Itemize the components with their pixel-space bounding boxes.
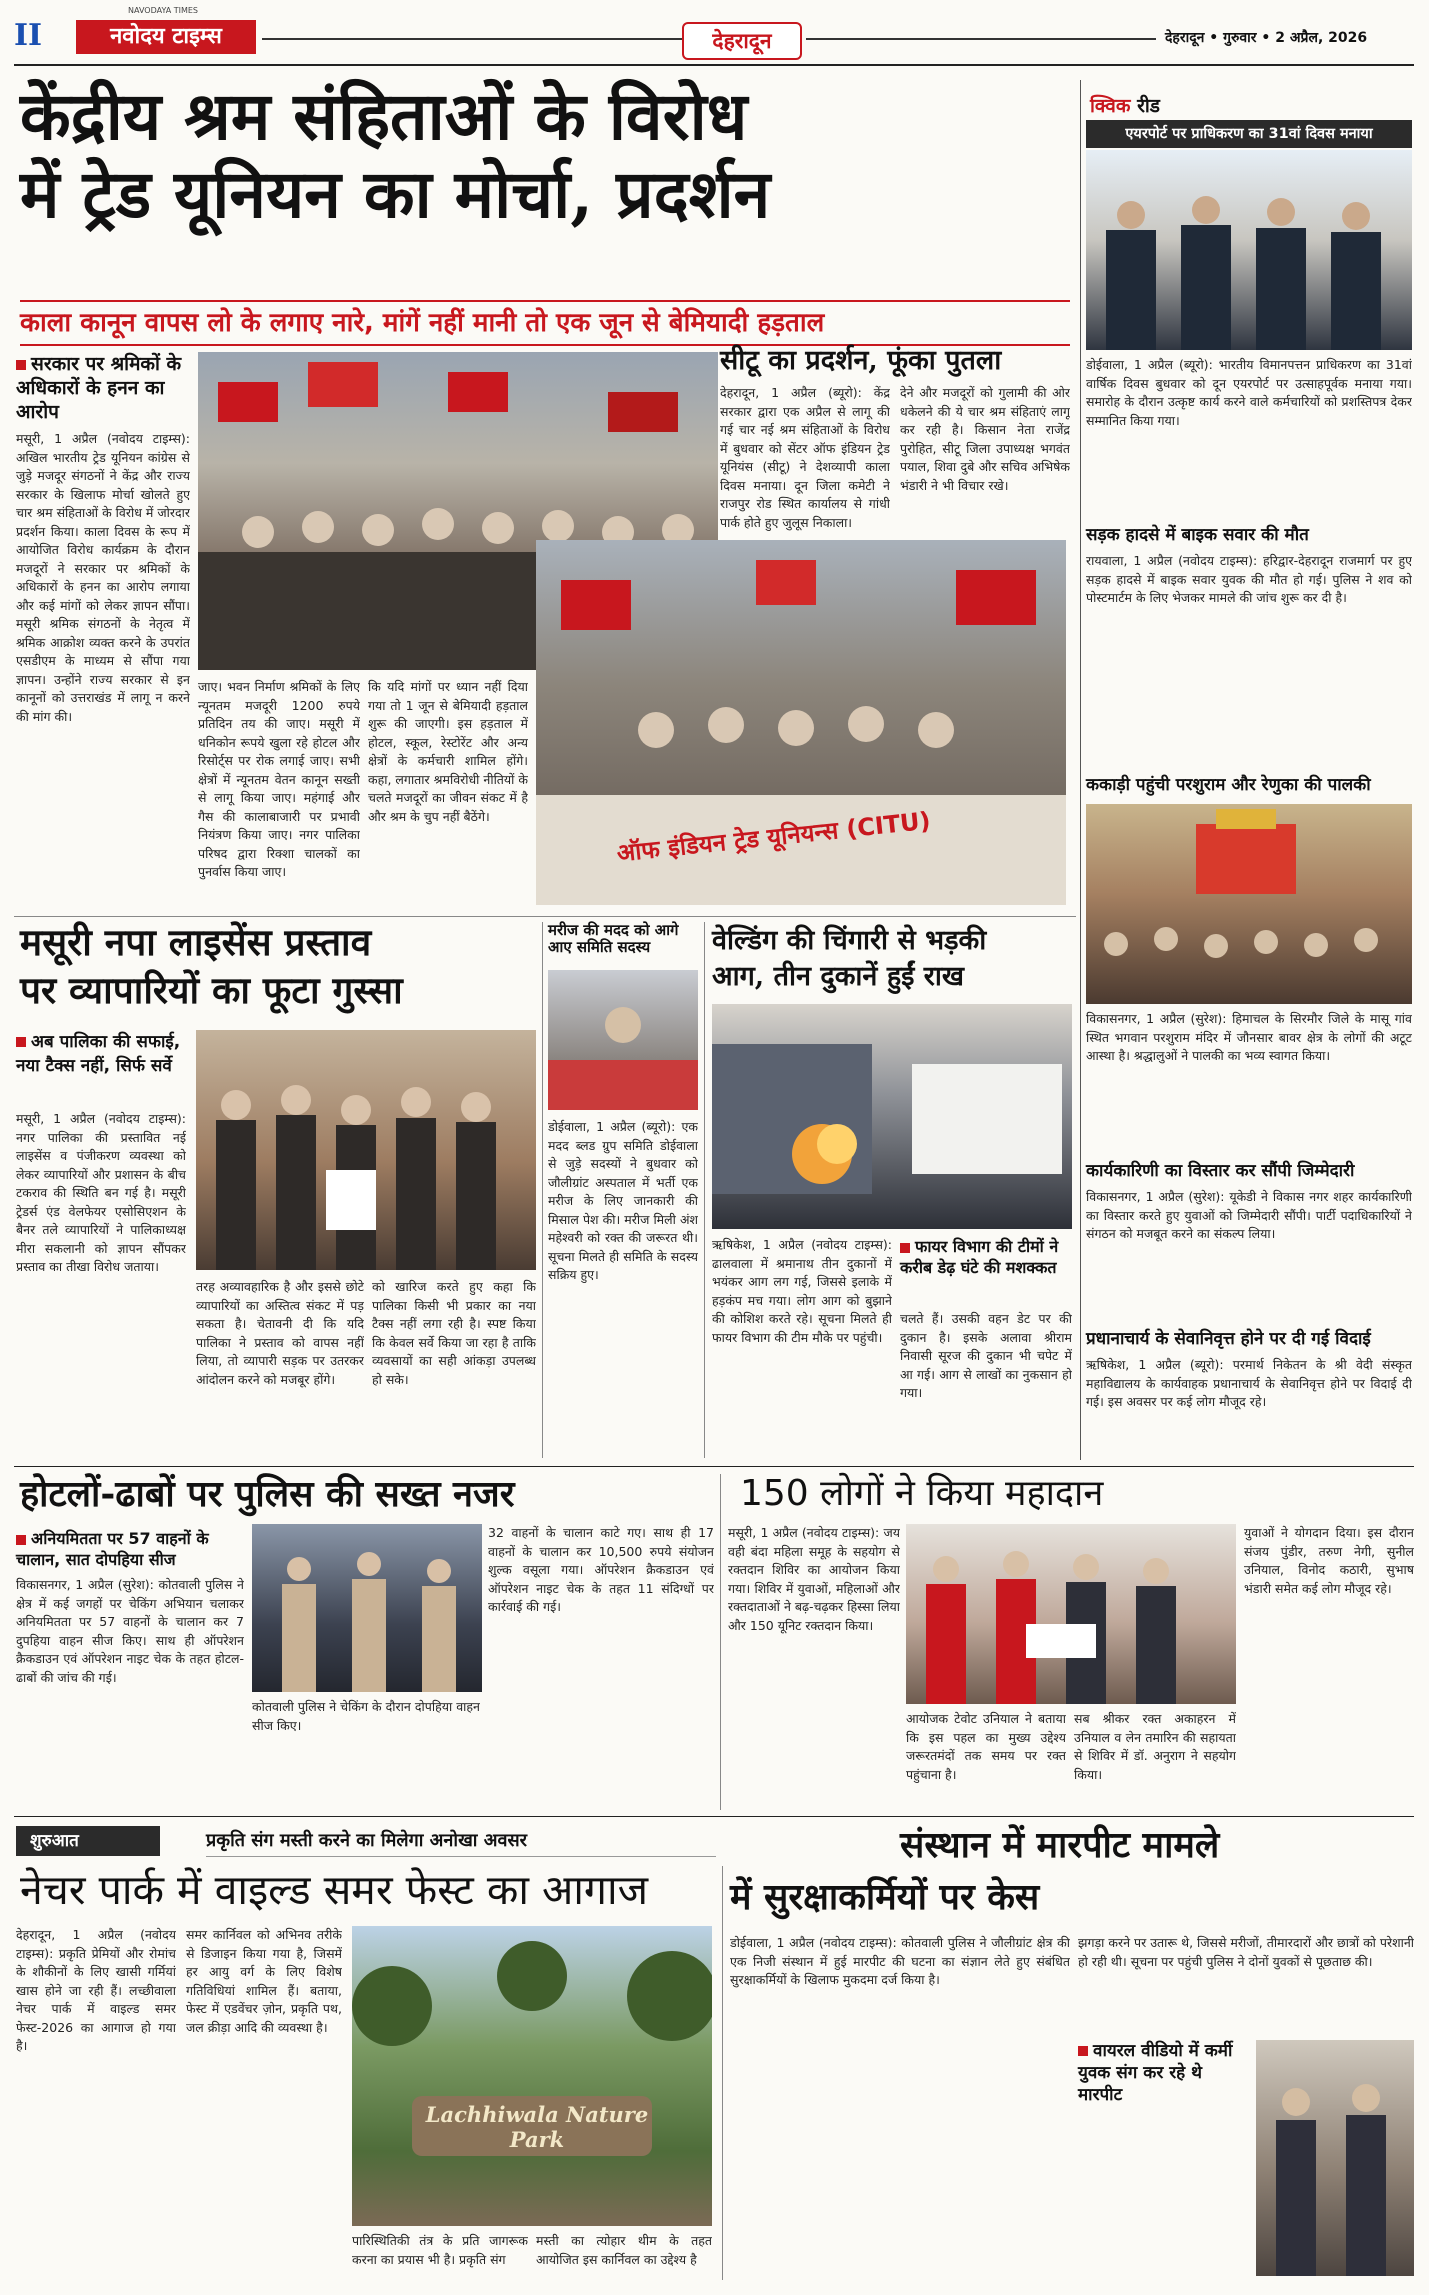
quick-item3-body: विकासनगर, 1 अप्रैल (सुरेश): हिमाचल के सिरमौर जिले के मासू गांव स्थित भगवान परशुराम मंदिर में जौनसार बावर क्षेत्र के लोगों की अटूट आस्था है। श्रद्धालुओं ने पालकी का भव्य स्वागत किया। — [1086, 1011, 1412, 1063]
assault-side-head — [1078, 2040, 1248, 2106]
bullet-square — [900, 1243, 910, 1253]
meeting-people-graphic — [196, 1030, 536, 1270]
nature-kicker-line: प्रकृति संग मस्ती करने का मिलेगा अनोखा अवसर — [206, 1826, 716, 1857]
section-rule-1 — [14, 916, 1076, 917]
quick-label-red: क्विक — [1090, 95, 1131, 117]
quick-item5-head: प्रधानाचार्य के सेवानिवृत्त होने पर दी गई विदाई — [1086, 1329, 1371, 1349]
nature-park-gate-graphic — [352, 1926, 712, 2226]
welding-head-line2: आग, तीन दुकानें हुईं राख — [712, 961, 964, 992]
patient-head: मरीज की मदद को आगे आए समिति सदस्य — [548, 921, 679, 956]
blood-caption: आयोजक टेवोट उनियाल ने बताया कि इस पहल का मुख्य उद्देश्य जरूरतमंदों तक समय पर रक्त पहुंचाना है। — [906, 1711, 1066, 1782]
nature-body-col4: मस्ती का त्योहार थीम के तहत आयोजित इस कार्निवल का उद्देश्य है — [536, 2233, 712, 2267]
citu-banner-text: ऑफ इंडियन ट्रेड यूनियन्स (CITU) — [615, 806, 932, 868]
citu-banner-graphic — [536, 540, 1066, 905]
nature-kicker: शुरुआत — [16, 1826, 160, 1856]
mussoorie-head-line1: मसूरी नपा लाइसेंस प्रस्ताव — [20, 920, 372, 964]
quick-label-dark: रीड — [1137, 95, 1160, 117]
date-line: देहरादून • गुरुवार • 2 अप्रैल, 2026 — [1165, 30, 1368, 46]
nature-body-col1: देहरादून, 1 अप्रैल (नवोदय टाइम्स): प्रकृति प्रेमियों और रोमांच के शौकीनों के लिए खासी गर्मियां खास होने जा रही हैं। लच्छीवाला नेचर पार्क में वाइल्ड समर फेस्ट-2026 का आगाज हो गया है। — [16, 1927, 176, 2053]
airport-officials-graphic — [1086, 150, 1412, 350]
assault-body-col1: डोईवाला, 1 अप्रैल (नवोदय टाइम्स): कोतवाली पुलिस ने जौलीग्रांट क्षेत्र की एक निजी संस्थान में हुई मारपीट की घटना का संज्ञान लेते हुए संबंधित सुरक्षाकर्मियों के खिलाफ मुकदमा दर्ज किया है। — [730, 1935, 1070, 1987]
paper-name: नवोदय टाइम्स — [76, 20, 256, 54]
quick-read-label — [1090, 92, 1160, 118]
quick-item2-body: रायवाला, 1 अप्रैल (नवोदय टाइम्स): हरिद्वार-देहरादून राजमार्ग पर हुए सड़क हादसे में बाइक सवार युवक की मौत हो गई। पुलिस ने शव को पोस्टमार्टम के लिए भेजकर मामले की जांच शुरू कर दी है। — [1086, 553, 1412, 605]
quick-item3-photo — [1086, 804, 1412, 1004]
col-rule-a — [542, 922, 543, 1458]
section-rule-2 — [14, 1466, 1414, 1467]
hotels-body-col1: विकासनगर, 1 अप्रैल (सुरेश): कोतवाली पुलिस ने क्षेत्र में कई जगहों पर चेकिंग अभियान चलाकर अनियमितता पर 57 वाहनों के चालान कर 7 दुपहिया वाहन सीज किए। साथ ही ऑपरेशन क्रैकडाउन एवं ऑपरेशन नाइट चेक के तहत होटल-ढाबों की जांच की गई। — [16, 1577, 244, 1685]
quick-item5-body: ऋषिकेश, 1 अप्रैल (ब्यूरो): परमार्थ निकेतन के श्री वेदी संस्कृत महाविद्यालय के कार्यवाहक प्रधानाचार्य के सेवानिवृत्त होने पर विदाई दी गई। इस अवसर पर कई लोग मौजूद रहे। — [1086, 1357, 1412, 1409]
masthead-rule-right — [806, 38, 1156, 40]
citu-body-col1: देहरादून, 1 अप्रैल (ब्यूरो): केंद्र सरकार द्वारा एक अप्रैल से लागू की गई चार नई श्रम संहिताओं के विरोध में बुधवार को सेंटर ऑफ इंडियन ट्रेड यूनियंस (सीटू) ने देशव्यापी काला दिवस मनाया। दून जिला कमेटी ने राजपुर रोड स्थित कार्यालय से गांधी पार्क होते हुए जुलूस निकाला। — [720, 385, 890, 530]
bullet-square — [16, 360, 26, 370]
sidebar-rule — [1080, 80, 1081, 1460]
hotels-body-col3: 32 वाहनों के चालान काटे गए। साथ ही 17 वाहनों के चालान कर 10,500 रुपये संयोजन शुल्क वसूला गया। ऑपरेशन क्रैकडाउन एवं ऑपरेशन नाइट चेक के तहत 11 संदिग्धों पर कार्रवाई की गई। — [488, 1525, 714, 1614]
col-rule-d — [722, 1866, 723, 2280]
mussoorie-side-head — [16, 1030, 184, 1078]
blood-photo — [906, 1524, 1236, 1704]
citu-head: सीटू का प्रदर्शन, फूंका पुतला — [720, 345, 1002, 376]
welding-body-col1: ऋषिकेश, 1 अप्रैल (नवोदय टाइम्स): ढालवाला में श्रमानाथ तीन दुकानों में भयंकर आग लग गई, जिससे इलाके में हड़कंप मच गया। लोग आग को बुझाने की कोशिश करते रहे। सूचना मिलते ही फायर विभाग की टीम मौके पर पहुंची। — [712, 1237, 892, 1345]
police-check-graphic — [252, 1524, 482, 1692]
col-rule-b — [704, 922, 705, 1458]
mussoorie-body-col3: को खारिज करते हुए कहा कि पालिका किसी भी प्रकार का नया टैक्स नहीं लगा रही है। स्पष्ट किया कि केवल सर्वे किया जा रहा है ताकि व्यवसायों का सही आंकड़ा उपलब्ध हो सके। — [372, 1279, 536, 1387]
bullet-square — [16, 1037, 26, 1047]
quick-item1-head: एयरपोर्ट पर प्राधिकरण का 31वां दिवस मनाया — [1086, 120, 1412, 148]
mussoorie-meeting-photo — [196, 1030, 536, 1270]
mussoorie-head-line2: पर व्यापारियों का फूटा गुस्सा — [20, 968, 403, 1012]
blood-body-col3: सब श्रीकर रक्त अकाहरन में उनियाल व लेन तमारिन की सहायता से शिविर में डॉ. अनुराग ने सहयोग किया। — [1074, 1711, 1236, 1782]
hotels-caption: कोतवाली पुलिस ने चेकिंग के दौरान दोपहिया वाहन सीज किए। — [252, 1699, 480, 1733]
lead-body-col1: मसूरी, 1 अप्रैल (नवोदय टाइम्स): अखिल भारतीय ट्रेड यूनियन कांग्रेस से जुड़े मजदूर संगठनों ने केंद्र और राज्य सरकार के खिलाफ मोर्चा खोलते हुए चार श्रम संहिताओं के विरोध में जोरदार प्रदर्शन किया। काला दिवस के रूप में आयोजित विरोध कार्यक्रम के दौरान मजदूरों ने सरकार पर श्रमिकों के अधिकारों के हनन का आरोप लगाया और कई मांगों को लेकर ज्ञापन सौंपा। मसूरी श्रमिक संगठनों के नेतृत्व में श्रमिक आक्रोश व्यक्त करने के उपरांत एसडीएम के माध्यम से सौंपा गया ज्ञापन। उन्होंने राज्य सरकार से इन कानूनों को उत्तराखंड में लागू न करने की मांग की। — [16, 431, 190, 724]
palanquin-crowd-graphic — [1086, 804, 1412, 1004]
quick-item4-head: कार्यकारिणी का विस्तार कर सौंपी जिम्मेदारी — [1086, 1161, 1355, 1181]
welding-side-head-text: फायर विभाग की टीमों ने करीब डेढ़ घंटे की मशक्कत — [900, 1237, 1059, 1277]
paper-name-small: NAVODAYA TIMES — [128, 6, 199, 15]
bullet-square — [16, 1535, 26, 1545]
assault-head-line2: में सुरक्षाकर्मियों पर केस — [730, 1877, 1040, 1918]
nature-body-col2: समर कार्निवल को अभिनव तरीके से डिजाइन किया गया है, जिसमें हर आयु वर्ग के लिए विशेष गतिविधियां शामिल हैं। बताया, फेस्ट में एडवेंचर ज़ोन, प्रकृति पथ, जल क्रीड़ा आदि की व्यवस्था है। — [186, 1927, 342, 2035]
patient-photo — [548, 970, 698, 1110]
lead-deck: काला कानून वापस लो के लगाए नारे, मांगें नहीं मानी तो एक जून से बेमियादी हड़ताल — [20, 300, 1070, 346]
quick-item2-head: सड़क हादसे में बाइक सवार की मौत — [1086, 525, 1309, 545]
lead-headline-line2: में ट्रेड यूनियन का मोर्चा, प्रदर्शन — [20, 155, 771, 233]
mussoorie-body-col1: मसूरी, 1 अप्रैल (नवोदय टाइम्स): नगर पालिका की प्रस्तावित नई लाइसेंस व पंजीकरण व्यवस्था को लेकर व्यापारियों और प्रशासन के बीच टकराव की स्थिति बन गई है। मसूरी ट्रेडर्स एंड वेलफेयर एसोसिएशन के बैनर तले व्यापारियों ने पालिकाध्यक्ष मीरा सकलानी को ज्ञापन सौंपकर प्रस्ताव का तीखा विरोध जताया। — [16, 1111, 186, 1274]
mussoorie-side-head-text: अब पालिका की सफाई, नया टैक्स नहीं, सिर्फ सर्वे — [16, 1032, 181, 1076]
blood-head: 150 लोगों ने किया महादान — [740, 1473, 1104, 1514]
assault-side-head-text: वायरल वीडियो में कर्मी युवक संग कर रहे थे मारपीट — [1078, 2041, 1233, 2105]
section-label: देहरादून — [682, 22, 802, 60]
welding-side-head — [900, 1236, 1072, 1278]
masthead — [0, 0, 1429, 60]
lead-body-col2: जाए। भवन निर्माण श्रमिकों के लिए न्यूनतम मजदूरी 1200 रुपये प्रतिदिन तय की जाए। मसूरी में धनिकोन रूपये खुला रहे होटल और रिसोर्ट्स पर रोक लगाई जाए। सभी क्षेत्रों में न्यूनतम वेतन कानून सख्ती से लागू किया जाए। महंगाई और गैस की कालाबाजारी पर प्रभावी नियंत्रण किया जाए। नगर पालिका परिषद द्वारा रिक्शा चालकों का पुनर्वास किया जाए। — [198, 679, 360, 879]
quick-item3-head: ककाड़ी पहुंची परशुराम और रेणुका की पालकी — [1086, 775, 1371, 795]
page-number: II — [14, 18, 43, 53]
citu-body-col2: देने और मजदूरों को गुलामी की ओर धकेलने की ये चार श्रम संहिताएं लागू कर रही है। किसान नेता राजेंद्र पुरोहित, सीटू जिला उपाध्यक्ष भगवंत पयाल, शिवा दुबे और सचिव अभिषेक भंडारी ने भी विचार रखे। — [900, 385, 1070, 493]
hotels-head: होटलों-ढाबों पर पुलिस की सख्त नजर — [20, 1473, 515, 1515]
masthead-rule-left — [262, 38, 682, 40]
bullet-square — [1078, 2046, 1088, 2056]
video-still-graphic — [1256, 2040, 1414, 2276]
lead-side-head — [16, 352, 186, 424]
patient-body: डोईवाला, 1 अप्रैल (ब्यूरो): एक मदद ब्लड ग्रुप समिति डोईवाला से जुड़े सदस्यों ने बुधवार को जौलीग्रांट अस्पताल में भर्ती एक मरीज के लिए जानकारी की मिसाल पेश की। मरीज मिली अंश महेश्वरी को रक्त की जरूरत थी। सूचना मिलते ही समिति के सदस्य सक्रिय हुए। — [548, 1119, 698, 1282]
fire-photo — [712, 1004, 1072, 1229]
hotels-side-head-text: अनियमितता पर 57 वाहनों के चालान, सात दोपहिया सीज — [16, 1529, 209, 1569]
lead-headline-line1: केंद्रीय श्रम संहिताओं के विरोध — [20, 77, 748, 155]
col-rule-c — [720, 1474, 721, 1810]
nature-park-photo — [352, 1926, 712, 2226]
nature-park-sign: Lachhiwala Nature Park — [425, 2102, 649, 2152]
assault-video-still — [1256, 2040, 1414, 2276]
quick-item1-photo — [1086, 150, 1412, 350]
citu-effigy-photo — [536, 540, 1066, 905]
welding-body-col2: चलते हैं। उसकी वहन डेट पर की दुकान है। इसके अलावा श्रीराम निवासी सूरज की दुकान भी चपेट में आ गई। आग से लाखों का नुकसान हो गया। — [900, 1311, 1072, 1400]
blood-body-col4: युवाओं ने योगदान दिया। इस दौरान संजय पुंडीर, तरुण नेगी, सुनील उनियाल, विनोद कठारी, सुभाष भंडारी समेत कई लोग मौजूद रहे। — [1244, 1525, 1414, 1596]
quick-item4-body: विकासनगर, 1 अप्रैल (सुरेश): यूकेडी ने विकास नगर शहर कार्यकारिणी का विस्तार करते हुए युवाओं को जिम्मेदारी सौंपी। पार्टी पदाधिकारियों ने संगठन को मजबूत करने का संकल्प लिया। — [1086, 1189, 1412, 1241]
assault-head-line1: संस्थान में मारपीट मामले — [900, 1825, 1220, 1866]
welding-head-line1: वेल्डिंग की चिंगारी से भड़की — [712, 925, 987, 956]
mussoorie-body-col2: तरह अव्यावहारिक है और इससे छोटे व्यापारियों का अस्तित्व संकट में पड़ सकता है। चेतावनी दी कि यदि पालिका ने प्रस्ताव को वापस नहीं लिया, तो व्यापारी सड़क पर उतरकर आंदोलन करने को मजबूर होंगे। — [196, 1279, 364, 1387]
blood-donors-graphic — [906, 1524, 1236, 1704]
hospital-bed-graphic — [548, 970, 698, 1110]
nature-body-col3: पारिस्थितिकी तंत्र के प्रति जागरूक करना का प्रयास भी है। प्रकृति संग — [352, 2233, 528, 2267]
hotels-side-head — [16, 1528, 244, 1570]
section-rule-3 — [14, 1816, 1414, 1817]
lead-body-col3: कि यदि मांगों पर ध्यान नहीं दिया गया तो 1 जून से बेमियादी हड़ताल शुरू की जाएगी। इस हड़ताल में होटल, स्कूल, रेस्टोरेंट और अन्य क्षेत्रों के कर्मचारी शामिल होंगे। कहा, लगातार श्रमविरोधी नीतियों के चलते मजदूरों का जीवन संकट में है और श्रम के चुप नहीं बैठेंगे। — [368, 679, 528, 824]
quick-item1-body: डोईवाला, 1 अप्रैल (ब्यूरो): भारतीय विमानपत्तन प्राधिकरण का 31वां वार्षिक दिवस बुधवार को दून एयरपोर्ट पर उत्साहपूर्वक मनाया गया। समारोह के दौरान उत्कृष्ट कार्य करने वाले कर्मचारियों को प्रशस्तिपत्र देकर सम्मानित किया गया। — [1086, 357, 1412, 428]
hotels-photo — [252, 1524, 482, 1692]
assault-body-col2: झगड़ा करने पर उतारू थे, जिससे मरीजों, तीमारदारों और छात्रों को परेशानी हो रही थी। सूचना पर पहुंची पुलिस ने दोनों युवकों से पूछताछ की। — [1078, 1935, 1414, 1969]
lead-side-head-text: सरकार पर श्रमिकों के अधिकारों के हनन का आरोप — [16, 353, 182, 423]
masthead-bottom-rule — [14, 64, 1414, 66]
nature-head: नेचर पार्क में वाइल्ड समर फेस्ट का आगाज — [20, 1866, 649, 1914]
fire-scene-graphic — [712, 1004, 1072, 1229]
blood-body-col1: मसूरी, 1 अप्रैल (नवोदय टाइम्स): जय वही बंदा महिला समूह के सहयोग से रक्तदान शिविर का आयोजन किया गया। शिविर में युवाओं, महिलाओं और रक्तदाताओं ने बढ़-चढ़कर हिस्सा लिया और 150 यूनिट रक्तदान किया। — [728, 1525, 900, 1633]
